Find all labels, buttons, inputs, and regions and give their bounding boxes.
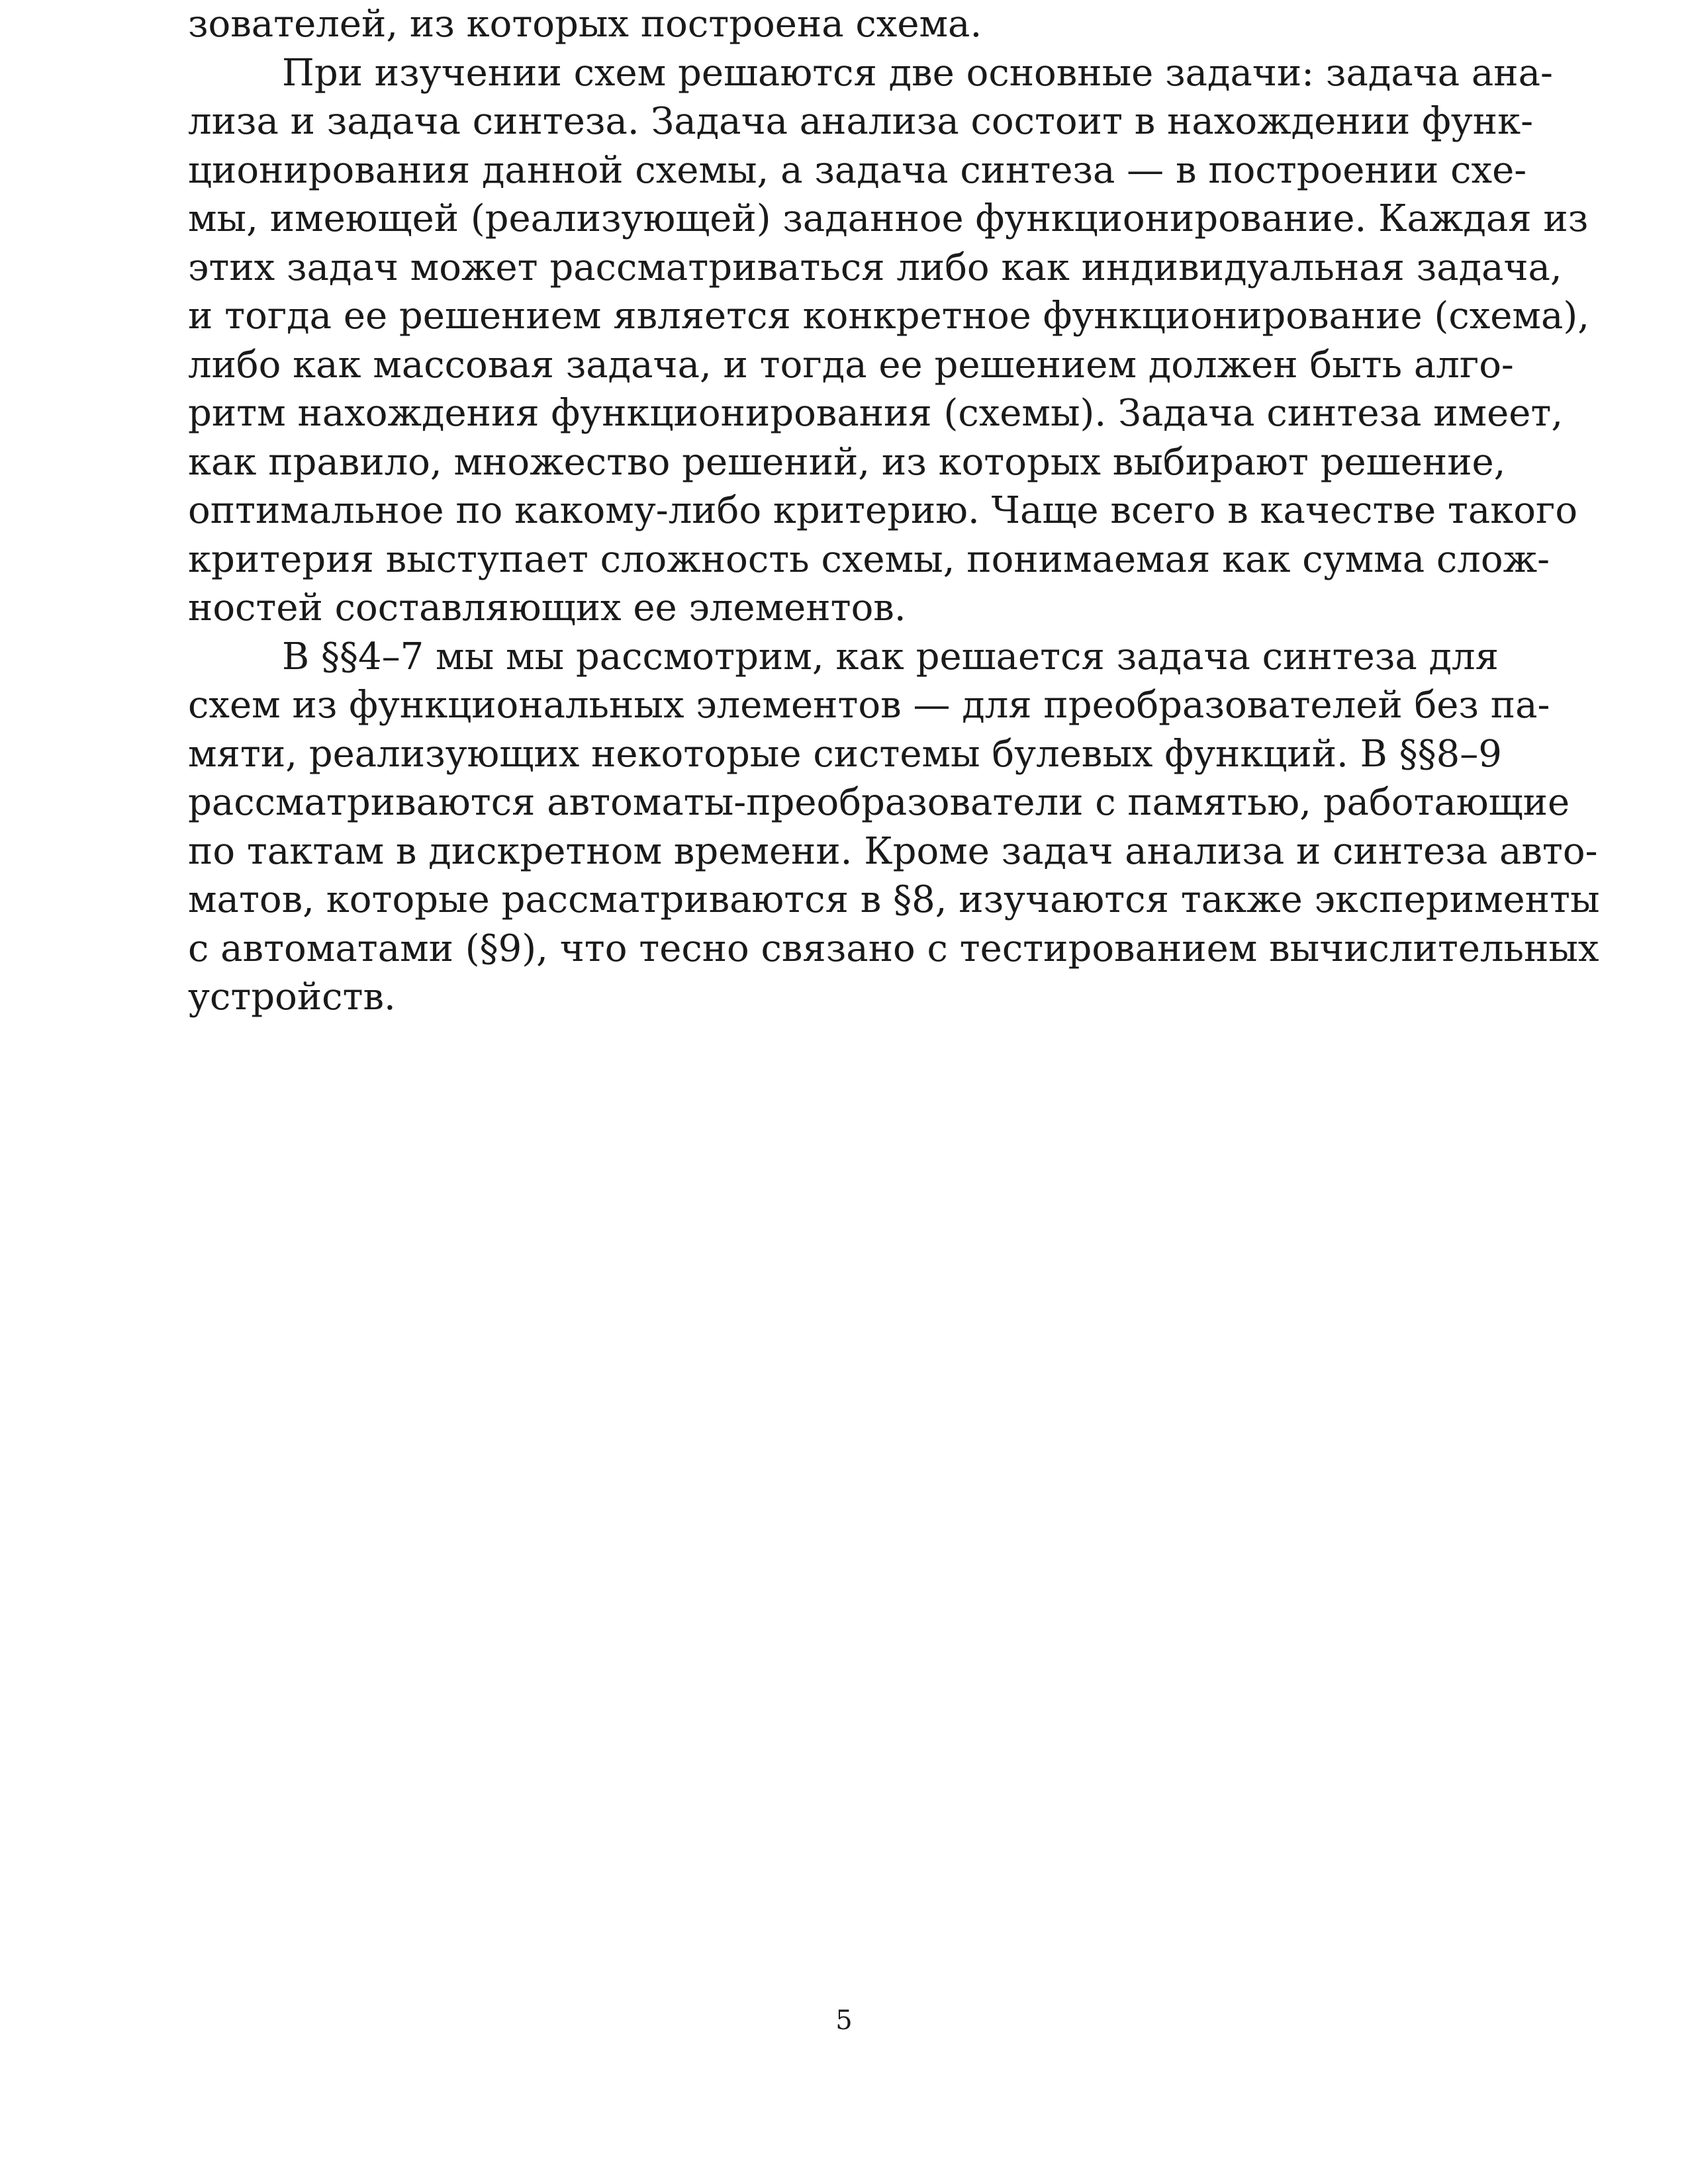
text-line: рассматриваются автоматы-преобразователи с памятью, работающие [188, 781, 1570, 824]
text-line: оптимальное по какому-либо критерию. Чаще всего в качестве такого [188, 489, 1578, 532]
text-line: мы, имеющей (реализующей) заданное функционирование. Каждая из [188, 197, 1589, 240]
page-number: 5 [835, 2005, 853, 2036]
text-line: В §§4–7 мы мы рассмотрим, как решается задача синтеза для [282, 635, 1499, 678]
text-line: мяти, реализующих некоторые системы булевых функций. В §§8–9 [188, 732, 1502, 776]
text-line: по тактам в дискретном времени. Кроме задач анализа и синтеза авто- [188, 829, 1598, 873]
text-line: матов, которые рассматриваются в §8, изучаются также эксперименты [188, 878, 1600, 921]
text-line: ностей составляющих ее элементов. [188, 586, 906, 629]
paragraph-analysis-synthesis [188, 49, 1590, 633]
text-line: критерия выступает сложность схемы, понимаемая как сумма слож- [188, 537, 1550, 581]
text-line: ционирования данной схемы, а задача синтеза — в построении схе- [188, 148, 1527, 192]
text-line: с автоматами (§9), что тесно связано с тестированием вычислительных [188, 927, 1599, 970]
text-line: и тогда ее решением является конкретное функционирование (схема), [188, 295, 1590, 338]
text-line: ритм нахождения функционирования (схемы). Задача синтеза имеет, [188, 392, 1564, 435]
text-line: либо как массовая задача, и тогда ее решением должен быть алго- [188, 343, 1514, 387]
paragraph-continuation [188, 0, 1439, 49]
text-line: лиза и задача синтеза. Задача анализа состоит в нахождении функ- [188, 100, 1534, 143]
text-line: При изучении схем решаются две основные задачи: задача ана- [282, 51, 1553, 95]
text-line: зователей, из которых построена схема. [188, 3, 982, 46]
body-text [188, 0, 1600, 1022]
paragraph-sections-overview [188, 633, 1600, 1022]
text-line: устройств. [188, 976, 396, 1019]
text-line: схем из функциональных элементов — для преобразователей без па- [188, 684, 1550, 727]
text-line: этих задач может рассматриваться либо как индивидуальная задача, [188, 246, 1562, 289]
text-line: как правило, множество решений, из которых выбирают решение, [188, 440, 1506, 484]
